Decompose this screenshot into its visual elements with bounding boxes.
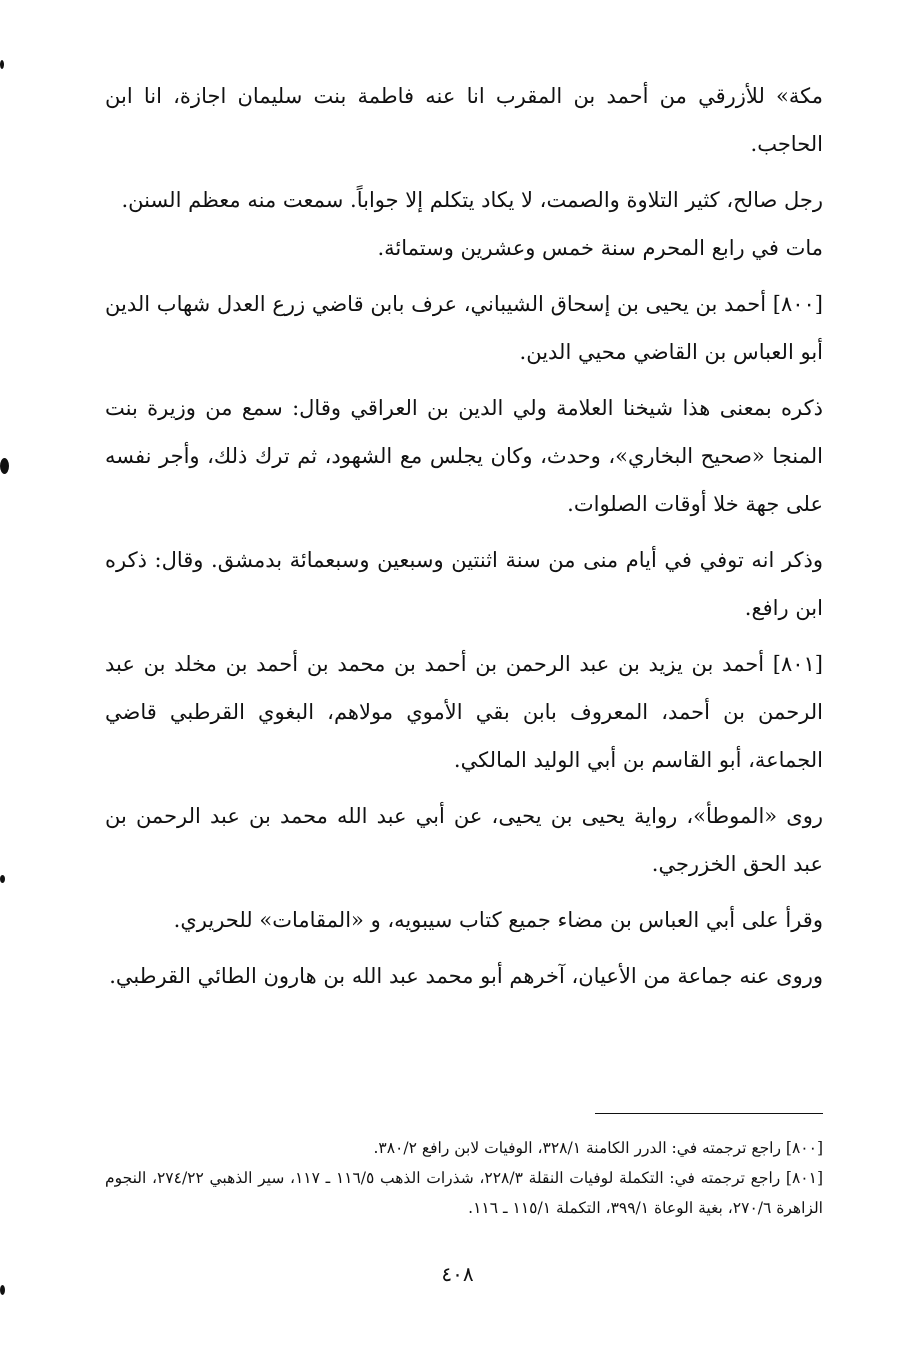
paragraph-10: وروى عنه جماعة من الأعيان، آخرهم أبو محمد عبد الله بن هارون الطائي القرطبي.	[109, 964, 823, 988]
paragraph-3: مات في رابع المحرم سنة خمس وعشرين وستمائة.	[377, 236, 823, 260]
scan-speck	[0, 458, 9, 474]
page-number: ٤٠٨	[441, 1262, 474, 1286]
paragraph-9: وقرأ على أبي العباس بن مضاء جميع كتاب سيبويه، و «المقامات» للحريري.	[173, 908, 823, 932]
entry-801-heading: [٨٠١] أحمد بن يزيد بن عبد الرحمن بن أحمد بن محمد بن أحمد بن مخلد بن عبد الرحمن بن أحمد، المعروف بابن بقي الأموي مولاهم، البغوي القرطبي قاضي الجماعة، أبو القاسم بن أبي الوليد المالكي.	[105, 652, 823, 772]
scan-speck	[0, 875, 5, 883]
footnote-800: [٨٠٠] راجع ترجمته في: الدرر الكامنة ٣٢٨/١، الوفيات لابن رافع ٣٨٠/٢.	[373, 1139, 823, 1157]
scan-speck	[0, 60, 4, 69]
footnotes	[105, 1133, 823, 1223]
paragraph-8: روى «الموطأ»، رواية يحيى بن يحيى، عن أبي عبد الله محمد بن عبد الرحمن بن عبد الحق الخزرجي.	[105, 804, 823, 876]
main-text	[105, 72, 823, 1000]
paragraph-6: وذكر انه توفي في أيام منى من سنة اثنتين وسبعين وسبعمائة بدمشق. وقال: ذكره ابن رافع.	[105, 548, 823, 620]
entry-800-heading: [٨٠٠] أحمد بن يحيى بن إسحاق الشيباني، عرف بابن قاضي زرع العدل شهاب الدين أبو العباس بن القاضي محيي الدين.	[105, 292, 823, 364]
footnote-801: [٨٠١] راجع ترجمته في: التكملة لوفيات النقلة ٢٢٨/٣، شذرات الذهب ١١٦/٥ ـ ١١٧، سير الذهبي ٢٧٤/٢٢، النجوم الزاهرة ٢٧٠/٦، بغية الوعاة ٣٩٩/١، التكملة ١١٥/١ ـ ١١٦.	[105, 1169, 823, 1217]
footnote-separator	[595, 1113, 823, 1114]
paragraph-5: ذكره بمعنى هذا شيخنا العلامة ولي الدين بن العراقي وقال: سمع من وزيرة بنت المنجا «صحيح البخاري»، وحدث، وكان يجلس مع الشهود، ثم ترك ذلك، وأجر نفسه على جهة خلا أوقات الصلوات.	[105, 396, 823, 516]
scan-speck	[0, 1285, 5, 1295]
paragraph-2: رجل صالح، كثير التلاوة والصمت، لا يكاد يتكلم إلا جواباً. سمعت منه معظم السنن.	[121, 188, 823, 212]
paragraph-1: مكة» للأزرقي من أحمد بن المقرب انا عنه فاطمة بنت سليمان اجازة، انا ابن الحاجب.	[105, 84, 823, 156]
